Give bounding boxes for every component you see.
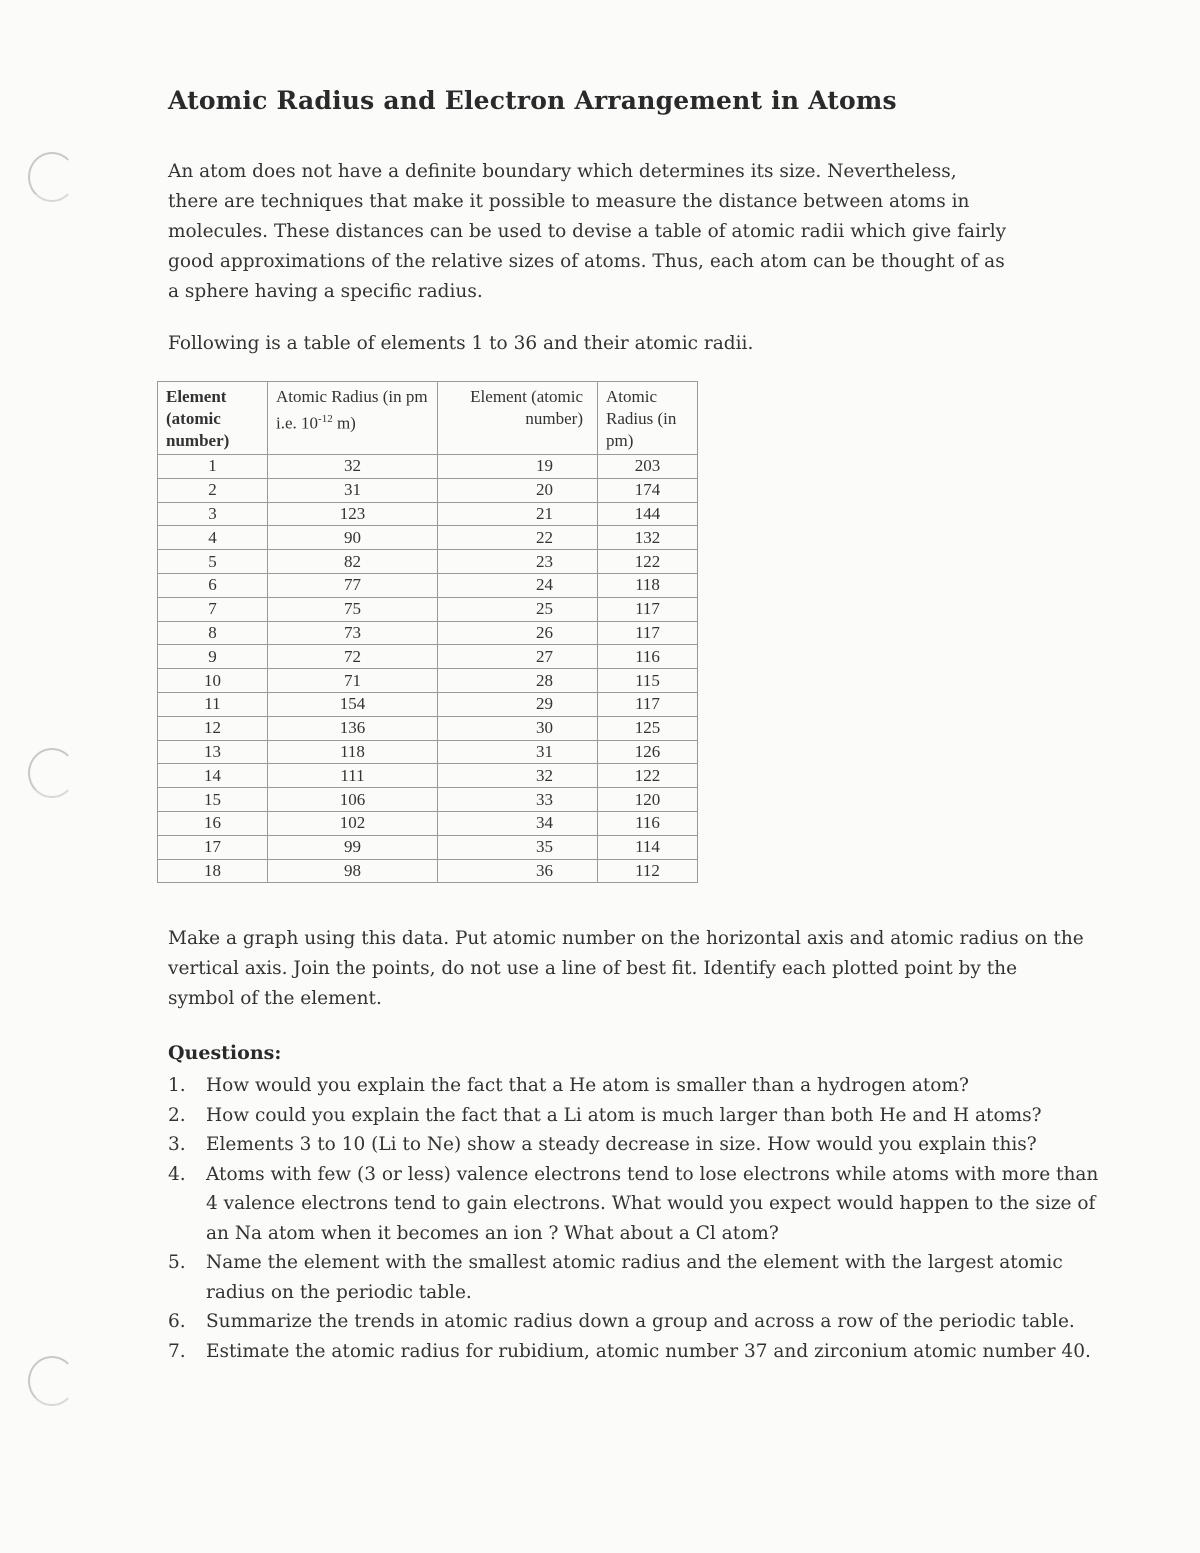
cell-element-number-left: 8 <box>158 621 268 645</box>
cell-element-number-left: 13 <box>158 740 268 764</box>
cell-atomic-radius-right: 122 <box>598 764 698 788</box>
cell-atomic-radius-left: 106 <box>268 788 438 812</box>
cell-atomic-radius-right: 117 <box>598 621 698 645</box>
question-number: 1. <box>168 1075 186 1096</box>
cell-element-number-right: 21 <box>438 502 598 526</box>
cell-element-number-right: 25 <box>438 597 598 621</box>
cell-element-number-left: 1 <box>158 455 268 479</box>
cell-atomic-radius-right: 120 <box>598 788 698 812</box>
table-row <box>158 788 698 812</box>
cell-atomic-radius-right: 116 <box>598 645 698 669</box>
cell-atomic-radius-left: 99 <box>268 835 438 859</box>
binder-hole-middle <box>28 748 76 798</box>
cell-atomic-radius-left: 82 <box>268 550 438 574</box>
cell-atomic-radius-right: 114 <box>598 835 698 859</box>
question-item <box>168 1130 1108 1160</box>
cell-element-number-left: 3 <box>158 502 268 526</box>
binder-hole-top <box>28 152 76 202</box>
cell-atomic-radius-right: 174 <box>598 478 698 502</box>
question-number: 4. <box>168 1163 186 1185</box>
cell-element-number-right: 23 <box>438 550 598 574</box>
cell-element-number-right: 27 <box>438 645 598 669</box>
table-row <box>158 597 698 621</box>
cell-element-number-right: 24 <box>438 573 598 597</box>
cell-atomic-radius-left: 123 <box>268 502 438 526</box>
header-element-right: Element (atomic number) <box>438 382 598 455</box>
cell-element-number-left: 5 <box>158 550 268 574</box>
table-row <box>158 859 698 883</box>
table-row <box>158 764 698 788</box>
cell-atomic-radius-right: 117 <box>598 597 698 621</box>
question-item <box>168 1160 1108 1249</box>
cell-element-number-left: 11 <box>158 692 268 716</box>
question-item <box>168 1307 1108 1337</box>
header-radius-left-exponent: -12 <box>318 413 333 425</box>
table-row <box>158 550 698 574</box>
cell-element-number-right: 36 <box>438 859 598 883</box>
header-radius-right: Atomic Radius (in pm) <box>598 382 698 455</box>
cell-element-number-right: 28 <box>438 669 598 693</box>
cell-element-number-left: 4 <box>158 526 268 550</box>
cell-atomic-radius-left: 77 <box>268 573 438 597</box>
cell-atomic-radius-left: 32 <box>268 455 438 479</box>
header-radius-left-unit: Atomic Radius (in pm <box>276 387 428 406</box>
cell-element-number-right: 34 <box>438 811 598 835</box>
table-row <box>158 740 698 764</box>
question-text: Estimate the atomic radius for rubidium, atomic number 37 and zirconium atomic number 40. <box>206 1340 1091 1362</box>
question-number: 7. <box>168 1340 186 1362</box>
cell-element-number-left: 2 <box>158 478 268 502</box>
table-row <box>158 478 698 502</box>
cell-element-number-right: 29 <box>438 692 598 716</box>
question-text: How would you explain the fact that a He atom is smaller than a hydrogen atom? <box>206 1075 969 1096</box>
table-row <box>158 716 698 740</box>
cell-element-number-left: 9 <box>158 645 268 669</box>
cell-atomic-radius-left: 73 <box>268 621 438 645</box>
table-row <box>158 526 698 550</box>
table-row <box>158 455 698 479</box>
question-text: Summarize the trends in atomic radius down a group and across a row of the periodic table. <box>206 1311 1075 1332</box>
question-text: How could you explain the fact that a Li atom is much larger than both He and H atoms? <box>206 1104 1042 1126</box>
cell-element-number-right: 20 <box>438 478 598 502</box>
cell-element-number-left: 12 <box>158 716 268 740</box>
question-item <box>168 1337 1108 1367</box>
cell-element-number-right: 19 <box>438 455 598 479</box>
table-row <box>158 645 698 669</box>
binder-hole-bottom <box>28 1356 76 1406</box>
cell-atomic-radius-left: 98 <box>268 859 438 883</box>
intro-paragraph: An atom does not have a definite boundary which determines its size. Nevertheless, there are techniques that make it possible to measure the distance between atoms in molecules. These distances can be used to devise a table of atomic radii which give fairly good approximations of the relative sizes of atoms. Thus, each atom can be thought of as a sphere having a specific radius. <box>168 161 1007 302</box>
question-number: 3. <box>168 1134 186 1155</box>
page-title: Atomic Radius and Electron Arrangement in Atoms <box>168 86 897 115</box>
header-radius-left-si: i.e. 10 <box>276 413 319 433</box>
cell-element-number-left: 15 <box>158 788 268 812</box>
cell-atomic-radius-left: 136 <box>268 716 438 740</box>
cell-element-number-right: 31 <box>438 740 598 764</box>
cell-atomic-radius-right: 125 <box>598 716 698 740</box>
cell-element-number-left: 10 <box>158 669 268 693</box>
table-body <box>158 455 698 883</box>
table-row <box>158 835 698 859</box>
question-number: 5. <box>168 1252 186 1273</box>
question-text: Name the element with the smallest atomic radius and the element with the largest atomic radius on the periodic table. <box>206 1252 1063 1303</box>
cell-atomic-radius-left: 154 <box>268 692 438 716</box>
cell-atomic-radius-right: 126 <box>598 740 698 764</box>
cell-atomic-radius-left: 75 <box>268 597 438 621</box>
question-number: 2. <box>168 1104 186 1126</box>
cell-element-number-right: 33 <box>438 788 598 812</box>
cell-element-number-left: 16 <box>158 811 268 835</box>
table-row <box>158 621 698 645</box>
cell-atomic-radius-right: 122 <box>598 550 698 574</box>
cell-atomic-radius-left: 72 <box>268 645 438 669</box>
table-row <box>158 502 698 526</box>
questions-heading: Questions: <box>168 1042 282 1064</box>
table-row <box>158 811 698 835</box>
cell-atomic-radius-left: 118 <box>268 740 438 764</box>
cell-atomic-radius-right: 132 <box>598 526 698 550</box>
cell-element-number-right: 32 <box>438 764 598 788</box>
questions-list <box>168 1071 1108 1366</box>
cell-atomic-radius-right: 115 <box>598 669 698 693</box>
cell-element-number-right: 22 <box>438 526 598 550</box>
question-text: Elements 3 to 10 (Li to Ne) show a steady decrease in size. How would you explain this? <box>206 1134 1037 1155</box>
question-item <box>168 1071 1108 1101</box>
cell-atomic-radius-right: 203 <box>598 455 698 479</box>
atomic-radius-table <box>157 381 698 883</box>
header-radius-left-close: m) <box>332 413 356 433</box>
table-row <box>158 573 698 597</box>
question-item <box>168 1101 1108 1131</box>
header-radius-left <box>268 382 438 455</box>
cell-atomic-radius-right: 116 <box>598 811 698 835</box>
question-text: Atoms with few (3 or less) valence electrons tend to lose electrons while atoms with more than 4 valence electrons tend to gain electrons. What would you expect would happen to the size of an Na atom when it becomes an ion ? What about a Cl atom? <box>206 1163 1099 1244</box>
cell-element-number-left: 17 <box>158 835 268 859</box>
cell-element-number-right: 35 <box>438 835 598 859</box>
table-row <box>158 692 698 716</box>
cell-atomic-radius-left: 31 <box>268 478 438 502</box>
question-item <box>168 1248 1108 1307</box>
table-header-row <box>158 382 698 455</box>
question-number: 6. <box>168 1311 186 1332</box>
cell-element-number-left: 18 <box>158 859 268 883</box>
cell-atomic-radius-right: 112 <box>598 859 698 883</box>
cell-element-number-left: 7 <box>158 597 268 621</box>
cell-element-number-right: 30 <box>438 716 598 740</box>
table-lead: Following is a table of elements 1 to 36 and their atomic radii. <box>168 333 754 354</box>
cell-atomic-radius-left: 111 <box>268 764 438 788</box>
cell-atomic-radius-left: 71 <box>268 669 438 693</box>
cell-atomic-radius-right: 118 <box>598 573 698 597</box>
cell-element-number-left: 14 <box>158 764 268 788</box>
cell-atomic-radius-left: 90 <box>268 526 438 550</box>
cell-atomic-radius-right: 144 <box>598 502 698 526</box>
table-row <box>158 669 698 693</box>
header-element-left: Element (atomic number) <box>158 382 268 455</box>
cell-atomic-radius-right: 117 <box>598 692 698 716</box>
cell-atomic-radius-left: 102 <box>268 811 438 835</box>
graph-instructions: Make a graph using this data. Put atomic number on the horizontal axis and atomic radius on the vertical axis. Join the points, do not use a line of best fit. Identify each plotted point by the symbol of the element. <box>168 928 1084 1009</box>
cell-element-number-right: 26 <box>438 621 598 645</box>
cell-element-number-left: 6 <box>158 573 268 597</box>
